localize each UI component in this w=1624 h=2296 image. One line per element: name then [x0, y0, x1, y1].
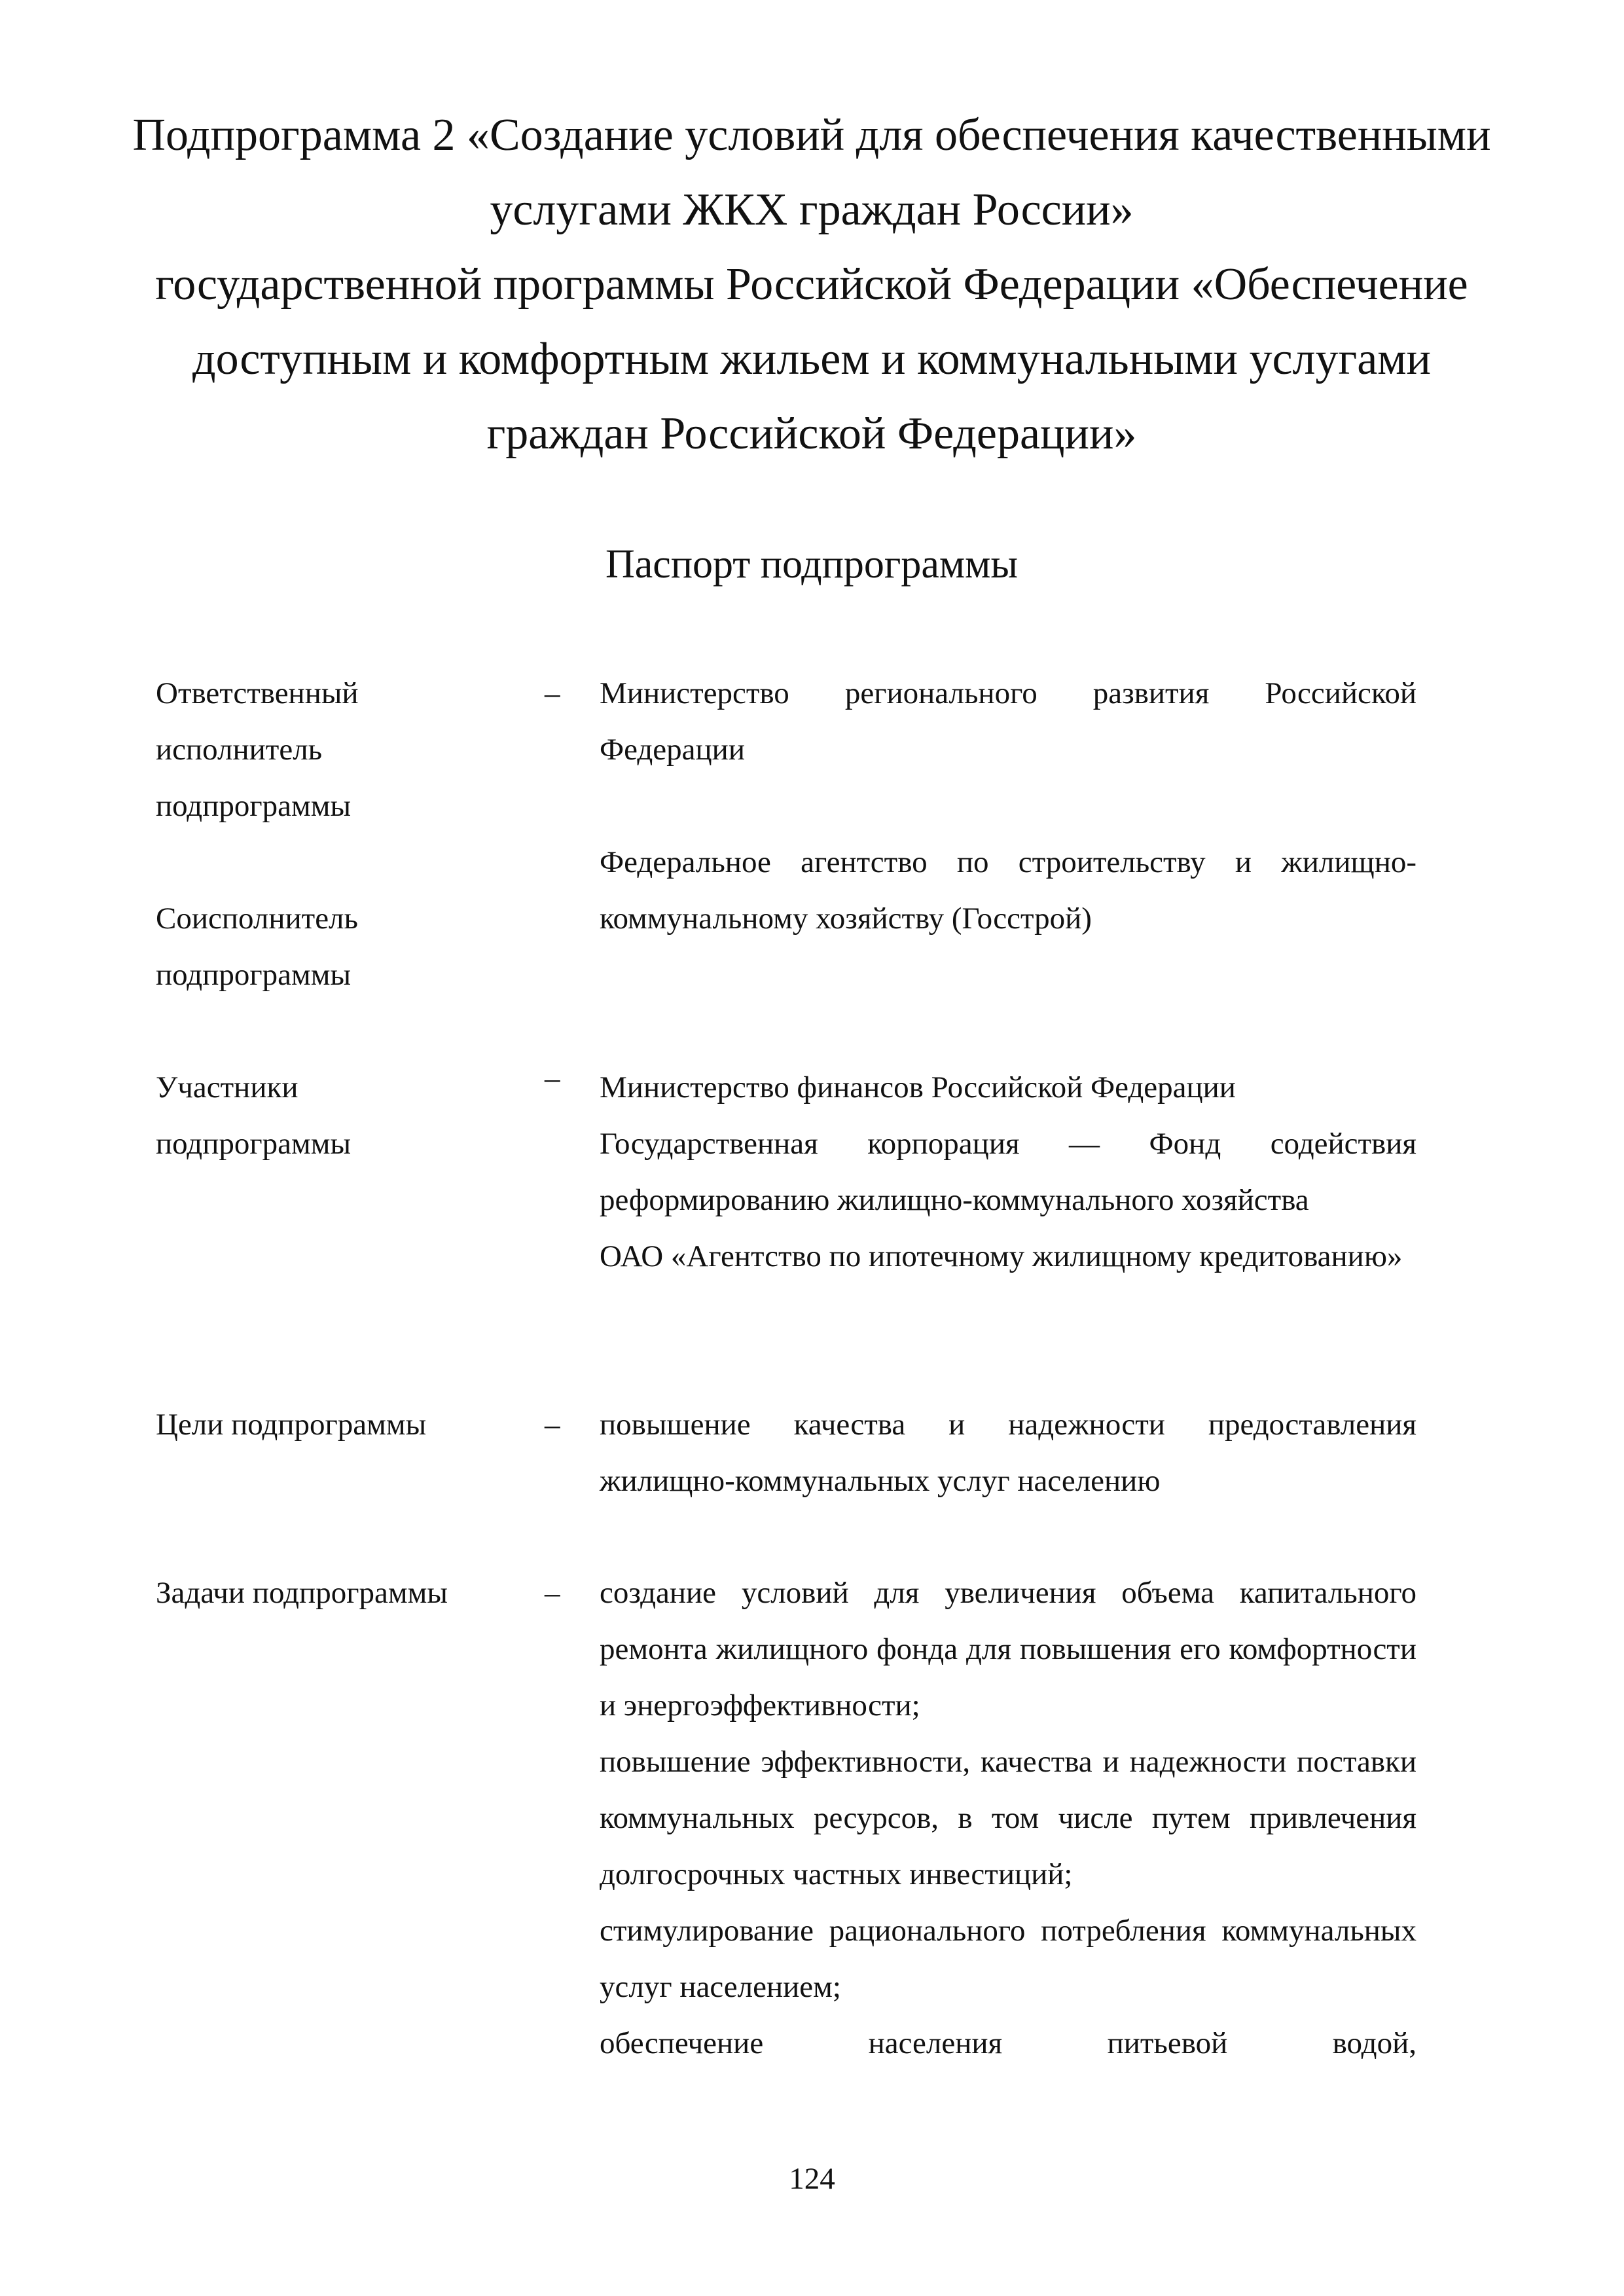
passport-row-dash: – — [545, 1061, 560, 1095]
passport-row-dash: – — [545, 1576, 560, 1610]
passport-row-label: Цели подпрограммы — [156, 1408, 427, 1442]
title-line: государственной программы Российской Федерации «Обеспечение — [155, 259, 1468, 310]
passport-row-label: Задачи подпрограммы — [156, 1576, 448, 1610]
passport-row-value: Федеральное агентство по строительству и жилищно-коммунальному хозяйству (Госстрой) — [600, 845, 1416, 936]
passport-row-dash: – — [545, 676, 560, 710]
document-title — [131, 98, 1492, 471]
page-number: 124 — [789, 2162, 835, 2196]
title-line: услугами ЖКХ граждан России» — [490, 185, 1134, 235]
passport-row-label: Ответственный исполнитель подпрограммы — [156, 676, 359, 823]
passport-row-value: создание условий для увеличения объема капитального ремонта жилищного фонда для повышения его комфортности и энергоэффективности; повышение эффективности, качества и надежности поставки коммунальных ресурсов, в том числе путем привлечения долгосрочных частных инвестиций; стимулирование рационального потребления коммунальных услуг населением; обеспечение населения питьевой водой, — [600, 1576, 1416, 2060]
title-line: доступным и комфортным жильем и коммунальными услугами — [192, 334, 1432, 384]
passport-row-value: повышение качества и надежности предоставления жилищно-коммунальных услуг населению — [600, 1408, 1416, 1498]
title-line: Подпрограмма 2 «Создание условий для обеспечения качественными — [132, 110, 1491, 160]
passport-heading: Паспорт подпрограммы — [605, 542, 1018, 587]
passport-row-dash: – — [545, 1408, 560, 1442]
title-line: граждан Российской Федерации» — [486, 409, 1137, 459]
passport-row-value: Министерство регионального развития Российской Федерации — [600, 676, 1416, 767]
passport-row-label: Соисполнитель подпрограммы — [156, 902, 358, 992]
passport-row-label: Участники подпрограммы — [156, 1070, 352, 1161]
passport-row-value: Министерство финансов Российской Федерации Государственная корпорация — Фонд содействия реформированию жилищно-коммунального хозяйства ОАО «Агентство по ипотечному жилищному кредитованию» — [600, 1070, 1416, 1273]
